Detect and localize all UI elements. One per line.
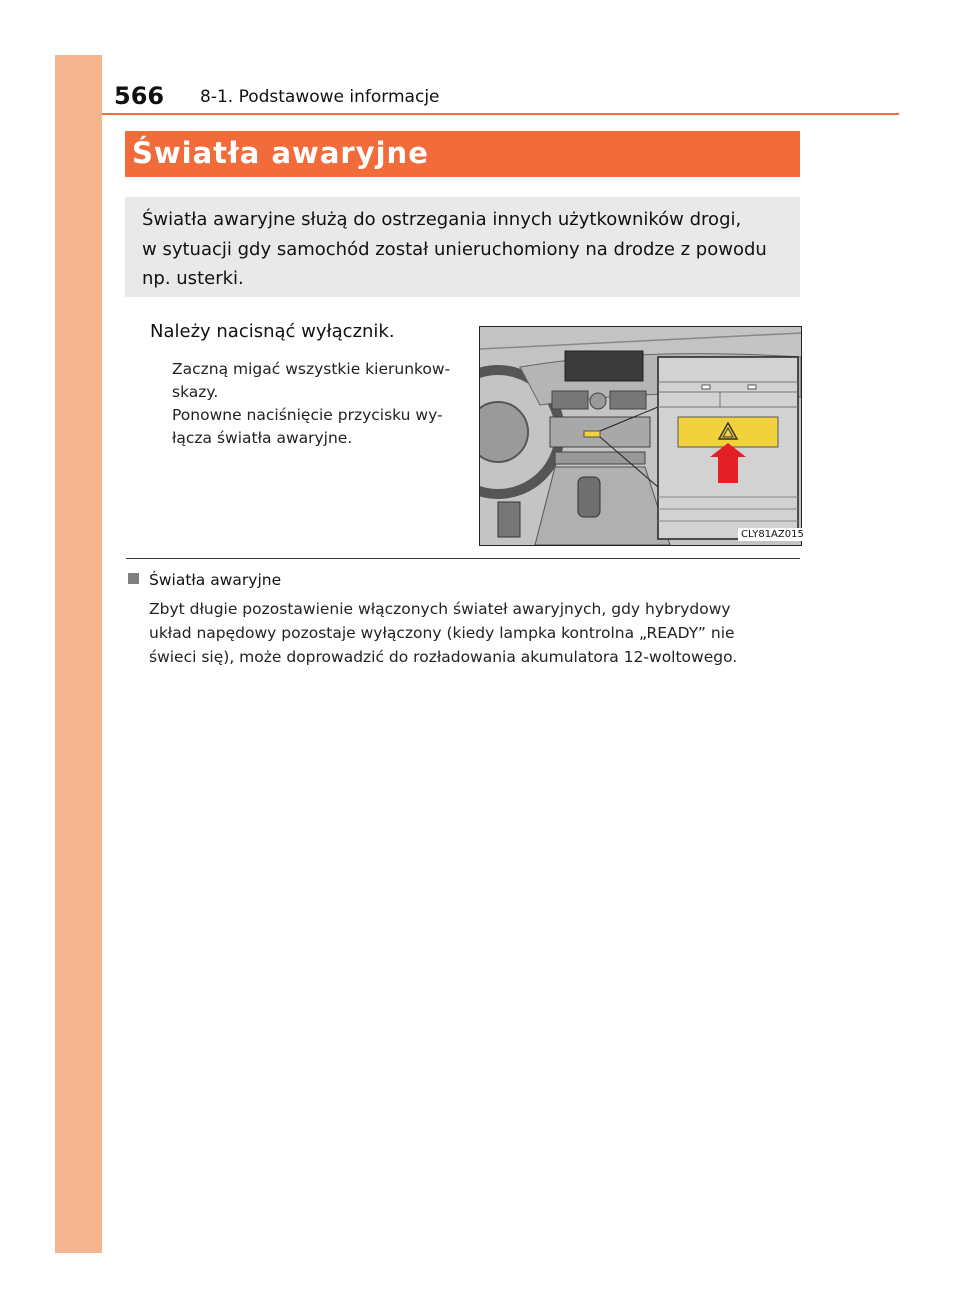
dashboard-illustration [479, 326, 802, 546]
side-thumb-band [55, 55, 102, 1253]
note-line: układ napędowy pozostaje wyłączony (kiedy lampka kontrolna „READY” nie [149, 624, 735, 642]
note-line: Zbyt długie pozostawienie włączonych świateł awaryjnych, gdy hybrydowy [149, 600, 731, 618]
instruction-detail: Zaczną migać wszystkie kierunkow- [172, 360, 451, 378]
section-divider [126, 558, 800, 559]
page-title: Światła awaryjne [132, 136, 429, 170]
instruction-detail: Ponowne naciśnięcie przycisku wy- [172, 406, 443, 424]
instruction-detail: łącza światła awaryjne. [172, 429, 353, 447]
intro-line: w sytuacji gdy samochód został unieruchomiony na drodze z powodu [142, 239, 767, 260]
page-number: 566 [114, 82, 165, 110]
instruction-detail: skazy. [172, 383, 219, 401]
header-rule [102, 113, 899, 115]
note-heading: Światła awaryjne [149, 571, 282, 589]
instruction-step: Należy nacisnąć wyłącznik. [150, 321, 395, 342]
intro-line: np. usterki. [142, 268, 244, 289]
intro-line: Światła awaryjne służą do ostrzegania innych użytkowników drogi, [142, 209, 742, 230]
square-bullet-icon [128, 573, 139, 584]
note-line: świeci się), może doprowadzić do rozładowania akumulatora 12-woltowego. [149, 648, 738, 666]
figure-code: CLY81AZ015 [738, 528, 807, 541]
section-header: 8-1. Podstawowe informacje [200, 87, 440, 107]
